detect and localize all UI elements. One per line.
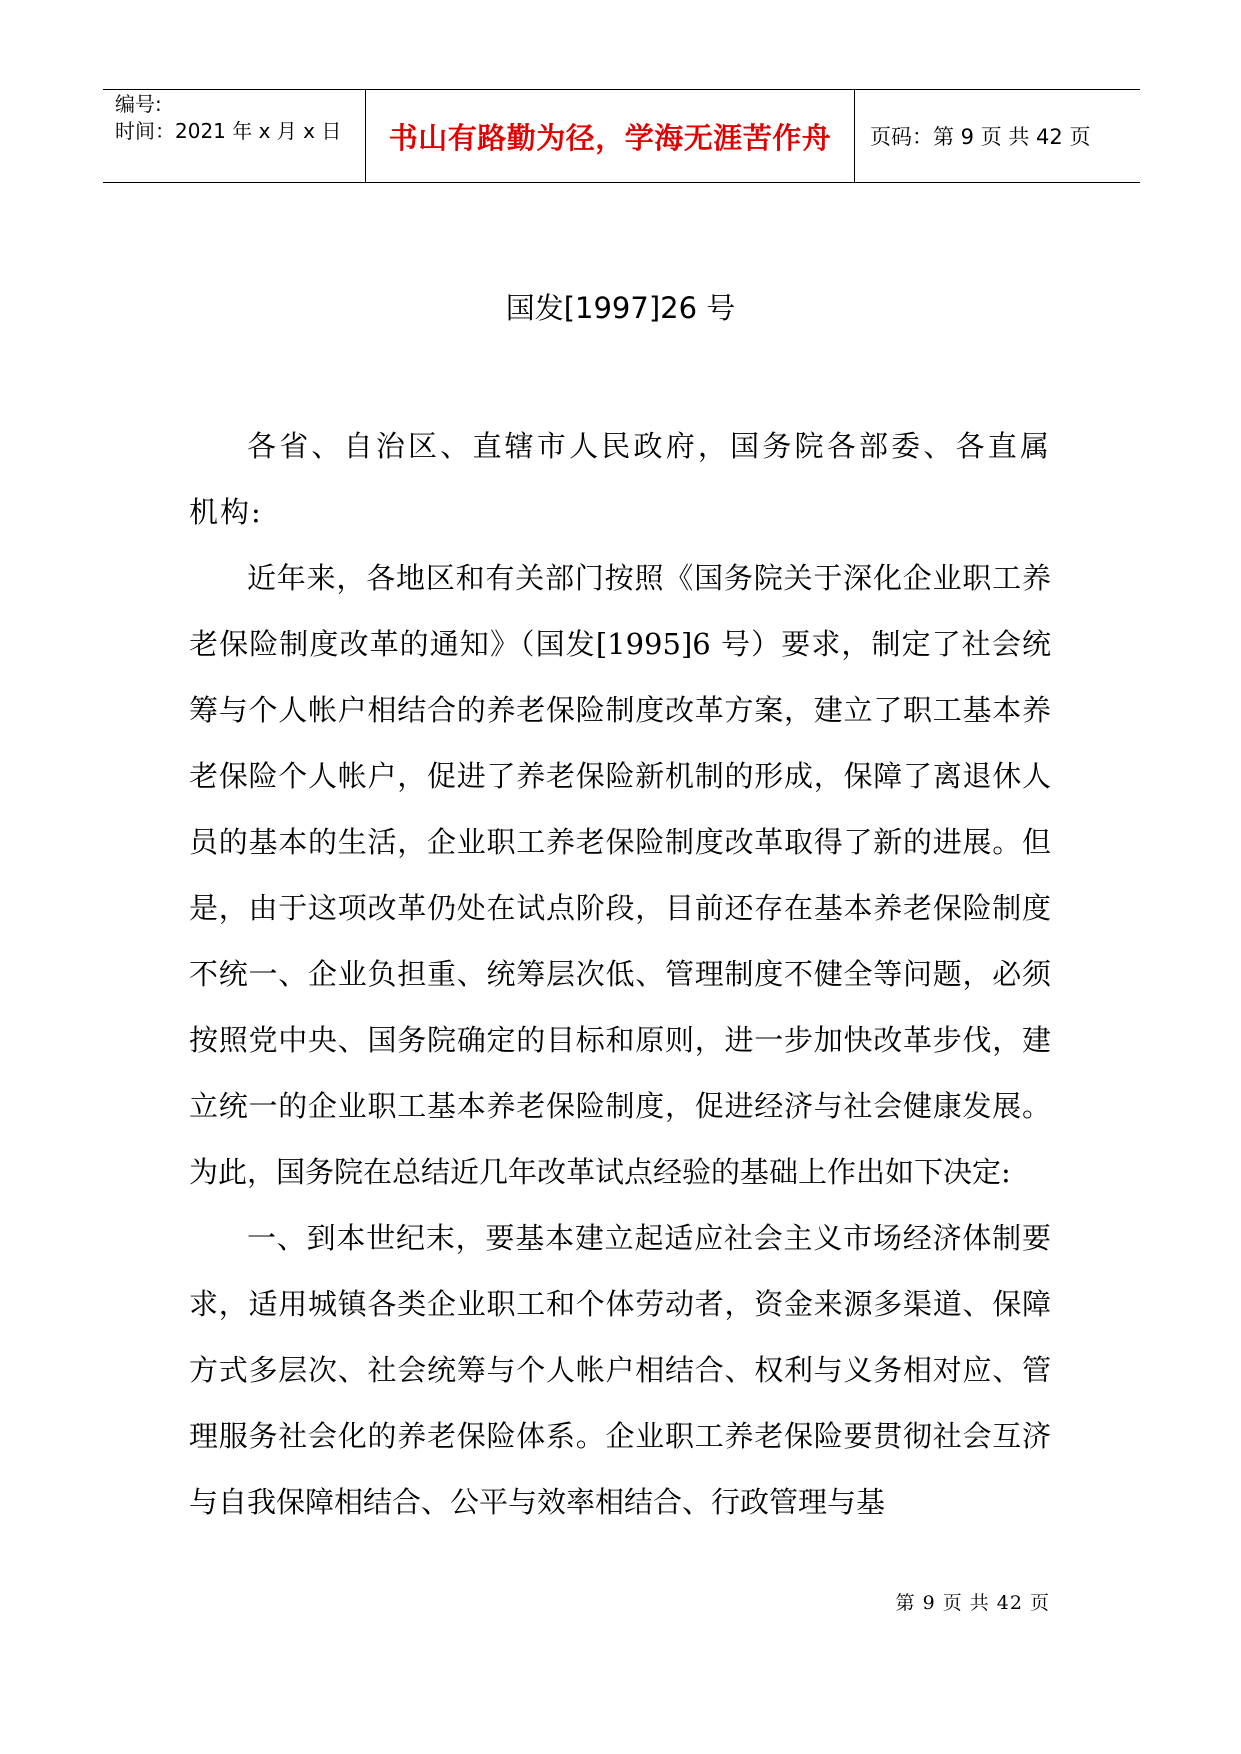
page-footer: 第 9 页 共 42 页: [895, 1592, 1050, 1614]
document-number: 国发[1997]26 号: [505, 291, 736, 325]
time-label: 时间：2021 年 x 月 x 日: [115, 119, 342, 143]
paragraph: 一、到本世纪末，要基本建立起适应社会主义市场经济体制要求，适用城镇各类企业职工和个体劳动者，资金来源多渠道、保障方式多层次、社会统筹与个人帐户相结合、权利与义务相对应、管理服务社会化的养老保险体系。企业职工养老保险要贯彻社会互济与自我保障相结合、公平与效率相结合、行政管理与基: [189, 1221, 1051, 1519]
salutation: 各省、自治区、直辖市人民政府，国务院各部委、各直属机构:: [189, 429, 1051, 529]
header-page-cell: [856, 90, 1140, 182]
motto-text: 书山有路勤为径，学海无涯苦作舟: [388, 120, 832, 155]
header-motto-cell: [366, 90, 855, 182]
paragraph: 近年来，各地区和有关部门按照《国务院关于深化企业职工养老保险制度改革的通知》（国发[1995]6 号）要求，制定了社会统筹与个人帐户相结合的养老保险制度改革方案，建立了职工基本养老保险个人帐户，促进了养老保险新机制的形成，保障了离退休人员的基本的生活，企业职工养老保险制度改革取得了新的进展。但是，由于这项改革仍处在试点阶段，目前还存在基本养老保险制度不统一、企业负担重、统筹层次低、管理制度不健全等问题，必须按照党中央、国务院确定的目标和原则，进一步加快改革步伐，建立统一的企业职工基本养老保险制度，促进经济与社会健康发展。为此，国务院在总结近几年改革试点经验的基础上作出如下决定:: [189, 561, 1051, 1189]
header-info-cell: [103, 90, 366, 182]
document-body: [189, 413, 1051, 1535]
document-header: [103, 89, 1140, 183]
code-label: 编号:: [115, 92, 162, 116]
header-page-info: 页码：第 9 页 共 42 页: [870, 125, 1091, 149]
